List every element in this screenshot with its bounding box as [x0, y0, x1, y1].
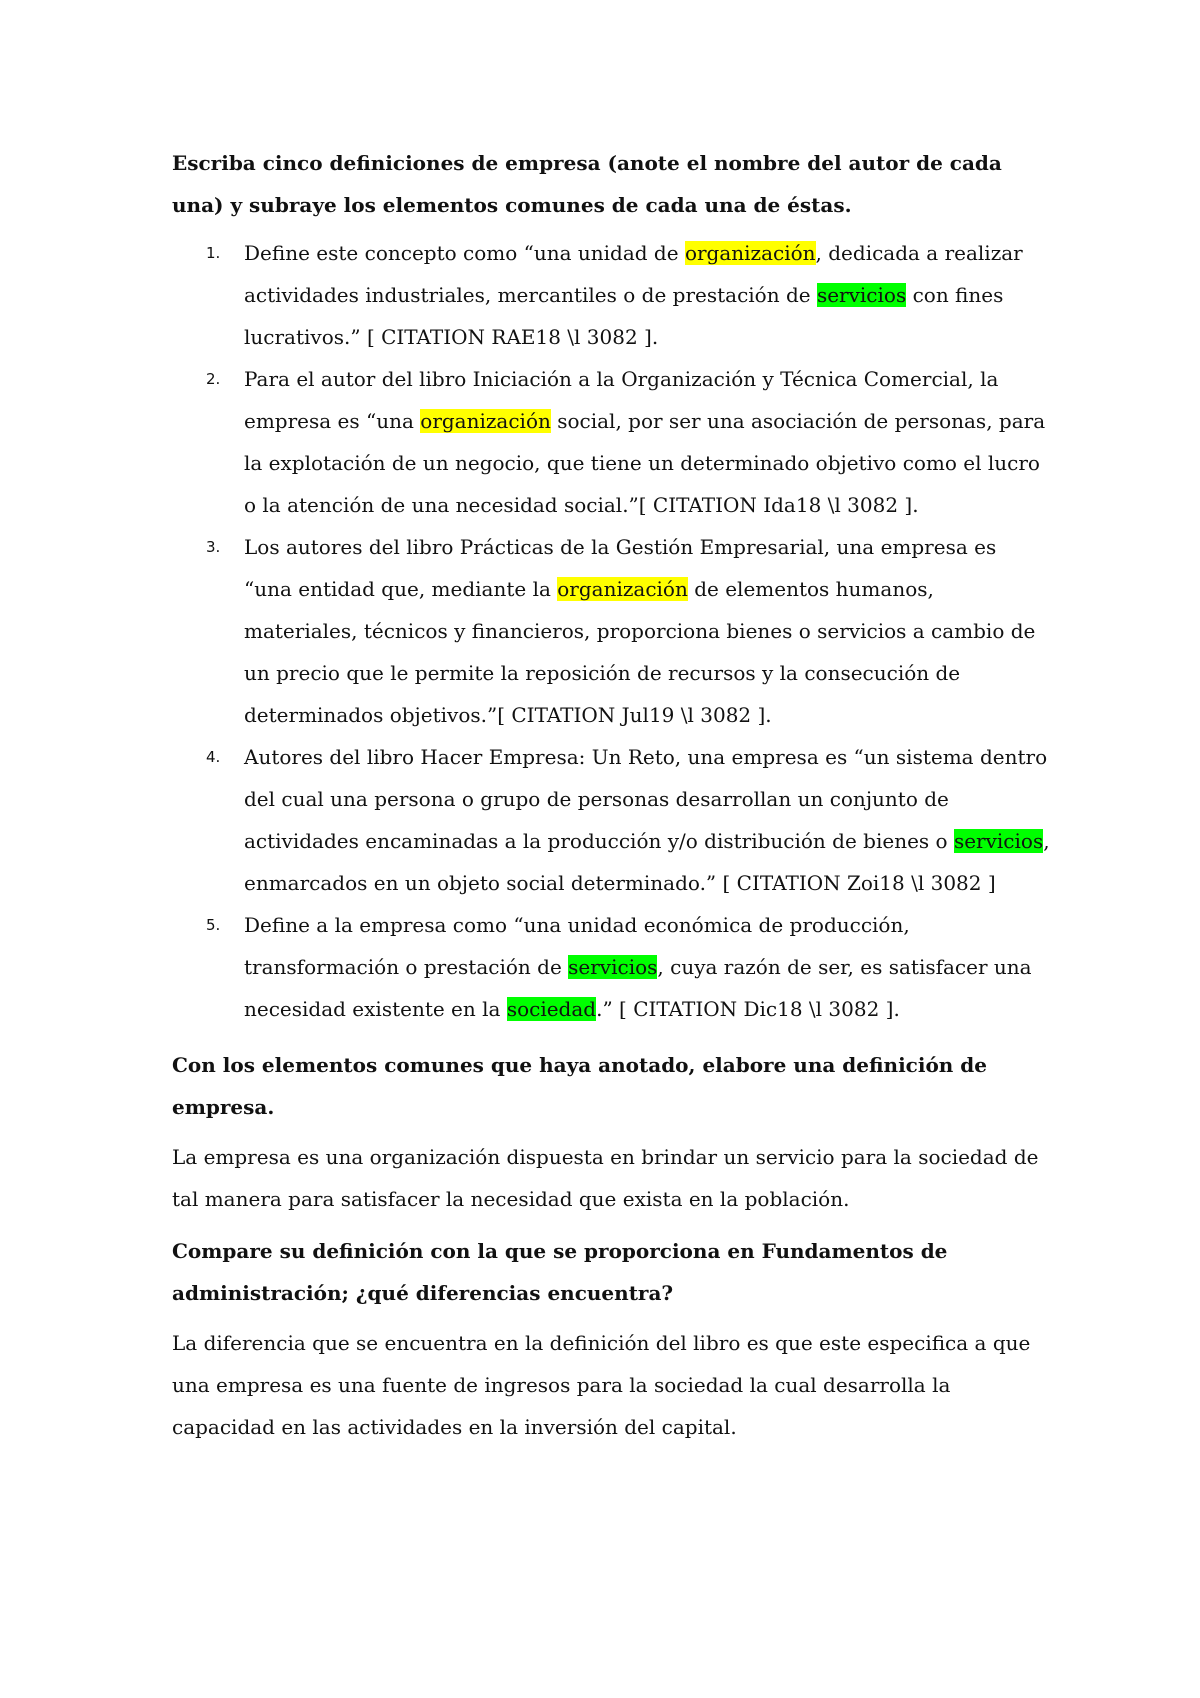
highlighted-term: organización: [420, 409, 551, 433]
definition-text-segment: Los autores del libro Prácticas de la Gestión Empresarial, una empresa es “una entidad que, mediante la: [244, 535, 997, 601]
definition-text-segment: , cuya razón de ser, es satisfacer una necesidad existente en la: [244, 955, 1032, 1021]
highlighted-term: servicios: [816, 283, 907, 307]
question-2-answer: La empresa es una organización dispuesta en brindar un servicio para la sociedad de tal manera para satisfacer la necesidad que exista en la población.: [172, 1145, 1039, 1211]
list-number: 4.: [206, 748, 221, 766]
definition-text-segment: Para el autor del libro Iniciación a la Organización y Técnica Comercial, la empresa es “una: [244, 367, 999, 433]
highlighted-term: organización: [557, 577, 688, 601]
definition-text-segment: , dedicada a realizar actividades industriales, mercantiles o de prestación de: [244, 241, 1023, 307]
highlighted-term: organización: [684, 241, 816, 265]
question-2-heading: Con los elementos comunes que haya anotado, elabore una definición de empresa.: [172, 1053, 987, 1119]
list-number: 5.: [206, 916, 221, 934]
definition-text-segment: social, por ser una asociación de personas, para la explotación de un negocio, que tiene un determinado objetivo como el lucro o la atención de una necesidad social.”[ CITATION Ida18 \l 3082 ].: [244, 409, 1046, 517]
question-1-heading: Escriba cinco definiciones de empresa (anote el nombre del autor de cada una) y subraye los elementos comunes de cada una de éstas.: [172, 151, 1002, 217]
definition-text-segment: con fines lucrativos.” [ CITATION RAE18 \l 3082 ].: [244, 283, 1004, 349]
list-item: [172, 526, 1050, 736]
list-item: [172, 358, 1050, 526]
list-item: [172, 232, 1050, 358]
definition-text-segment: de elementos humanos, materiales, técnicos y financieros, proporciona bienes o servicios a cambio de un precio que le permite la reposición de recursos y la consecución de determinados objetivos.”[ CITATION Jul19 \l 3082 ].: [244, 577, 1036, 727]
definition-text-segment: .” [ CITATION Dic18 \l 3082 ].: [596, 997, 900, 1021]
list-item: [172, 904, 1050, 1030]
list-number: 1.: [206, 244, 221, 262]
highlighted-term: servicios: [953, 829, 1044, 853]
definition-text-segment: Define este concepto como “una unidad de: [244, 241, 685, 265]
highlighted-term: servicios: [568, 955, 658, 979]
definitions-list: [172, 232, 1050, 1030]
question-3-heading: Compare su definición con la que se proporciona en Fundamentos de administración; ¿qué diferencias encuentra?: [172, 1239, 948, 1305]
highlighted-term: sociedad: [506, 997, 597, 1021]
list-number: 3.: [206, 538, 221, 556]
definition-text-segment: Define a la empresa como “una unidad económica de producción, transformación o prestación de: [244, 913, 910, 979]
definition-text-segment: Autores del libro Hacer Empresa: Un Reto, una empresa es “un sistema dentro del cual una persona o grupo de personas desarrollan un conjunto de actividades encaminadas a la producción y/o distribución de bienes o: [244, 745, 1048, 853]
list-item: [172, 736, 1050, 904]
list-number: 2.: [206, 370, 221, 388]
definition-text-segment: , enmarcados en un objeto social determinado.” [ CITATION Zoi18 \l 3082 ]: [244, 829, 1050, 895]
question-3-answer: La diferencia que se encuentra en la definición del libro es que este especifica a que una empresa es una fuente de ingresos para la sociedad la cual desarrolla la capacidad en las actividades en la inversión del capital.: [172, 1331, 1031, 1439]
